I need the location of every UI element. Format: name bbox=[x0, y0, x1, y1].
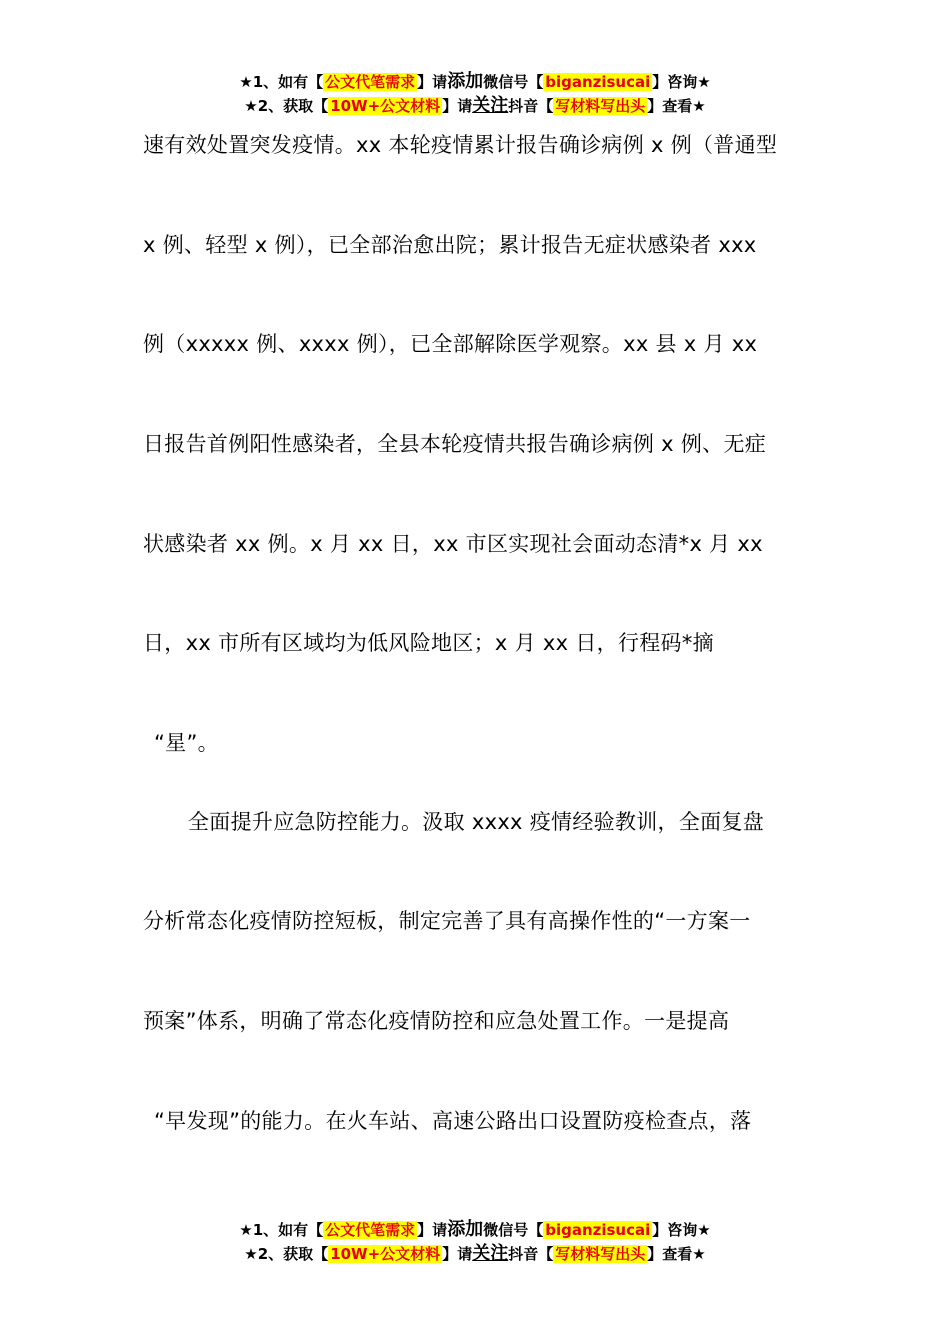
highlight-wechat-id: biganzisucai bbox=[545, 73, 651, 91]
footer-line-1 bbox=[0, 1218, 950, 1242]
body-line-3: 例（xxxxx 例、xxxx 例），已全部解除医学观察。xx 县 x 月 xx bbox=[143, 332, 758, 356]
footer-line1-mid2: 微信号【 bbox=[483, 1221, 544, 1239]
footer-line1-prefix: ★1、如有【 bbox=[239, 1221, 324, 1239]
header-line2-mid2: 抖音【 bbox=[508, 97, 554, 115]
footer-highlight-douyin-account: 写材料写出头 bbox=[555, 1245, 646, 1263]
body-line-1: 速有效处置突发疫情。xx 本轮疫情累计报告确诊病例 x 例（普通型 bbox=[143, 133, 778, 157]
highlight-douyin-account: 写材料写出头 bbox=[555, 97, 646, 115]
footer-line2-suffix: 】查看★ bbox=[647, 1245, 706, 1263]
body-line-7: “星”。 bbox=[154, 731, 219, 755]
header-line2-mid1: 】请 bbox=[442, 97, 473, 115]
header-line1-suffix: 】咨询★ bbox=[652, 73, 711, 91]
footer-line2-prefix: ★2、获取【 bbox=[244, 1245, 329, 1263]
header-banner bbox=[0, 70, 950, 118]
header-line1-emph: 添加 bbox=[447, 71, 484, 92]
header-line2-prefix: ★2、获取【 bbox=[244, 97, 329, 115]
body-line-9: 分析常态化疫情防控短板，制定完善了具有高操作性的“一方案一 bbox=[143, 909, 751, 933]
footer-line-2 bbox=[0, 1242, 950, 1266]
header-line2-emph: 关注 bbox=[472, 95, 509, 116]
footer-line2-mid1: 】请 bbox=[442, 1245, 473, 1263]
body-line-10: 预案”体系，明确了常态化疫情防控和应急处置工作。一是提高 bbox=[143, 1009, 730, 1033]
highlight-ghostwriting: 公文代笔需求 bbox=[325, 73, 416, 91]
highlight-materials: 10W+公文材料 bbox=[330, 97, 441, 115]
header-line1-prefix: ★1、如有【 bbox=[239, 73, 324, 91]
footer-line1-mid1: 】请 bbox=[417, 1221, 448, 1239]
footer-line2-mid2: 抖音【 bbox=[508, 1245, 554, 1263]
body-line-11: “早发现”的能力。在火车站、高速公路出口设置防疫检查点，落 bbox=[154, 1109, 752, 1133]
body-line-5: 状感染者 xx 例。x 月 xx 日，xx 市区实现社会面动态清*x 月 xx bbox=[143, 532, 763, 556]
header-line-2 bbox=[0, 94, 950, 118]
body-line-4: 日报告首例阳性感染者，全县本轮疫情共报告确诊病例 x 例、无症 bbox=[143, 432, 767, 456]
header-line2-suffix: 】查看★ bbox=[647, 97, 706, 115]
footer-highlight-materials: 10W+公文材料 bbox=[330, 1245, 441, 1263]
header-line1-mid2: 微信号【 bbox=[483, 73, 544, 91]
body-line-8: 全面提升应急防控能力。汲取 xxxx 疫情经验教训，全面复盘 bbox=[188, 810, 765, 834]
footer-line1-emph: 添加 bbox=[447, 1219, 484, 1240]
header-line-1 bbox=[0, 70, 950, 94]
footer-highlight-ghostwriting: 公文代笔需求 bbox=[325, 1221, 416, 1239]
body-line-2: x 例、轻型 x 例），已全部治愈出院；累计报告无症状感染者 xxx bbox=[143, 233, 757, 257]
footer-line2-emph: 关注 bbox=[472, 1243, 509, 1264]
footer-highlight-wechat-id: biganzisucai bbox=[545, 1221, 651, 1239]
body-line-6: 日，xx 市所有区域均为低风险地区；x 月 xx 日，行程码*摘 bbox=[143, 631, 714, 655]
footer-line1-suffix: 】咨询★ bbox=[652, 1221, 711, 1239]
footer-banner bbox=[0, 1218, 950, 1266]
header-line1-mid1: 】请 bbox=[417, 73, 448, 91]
